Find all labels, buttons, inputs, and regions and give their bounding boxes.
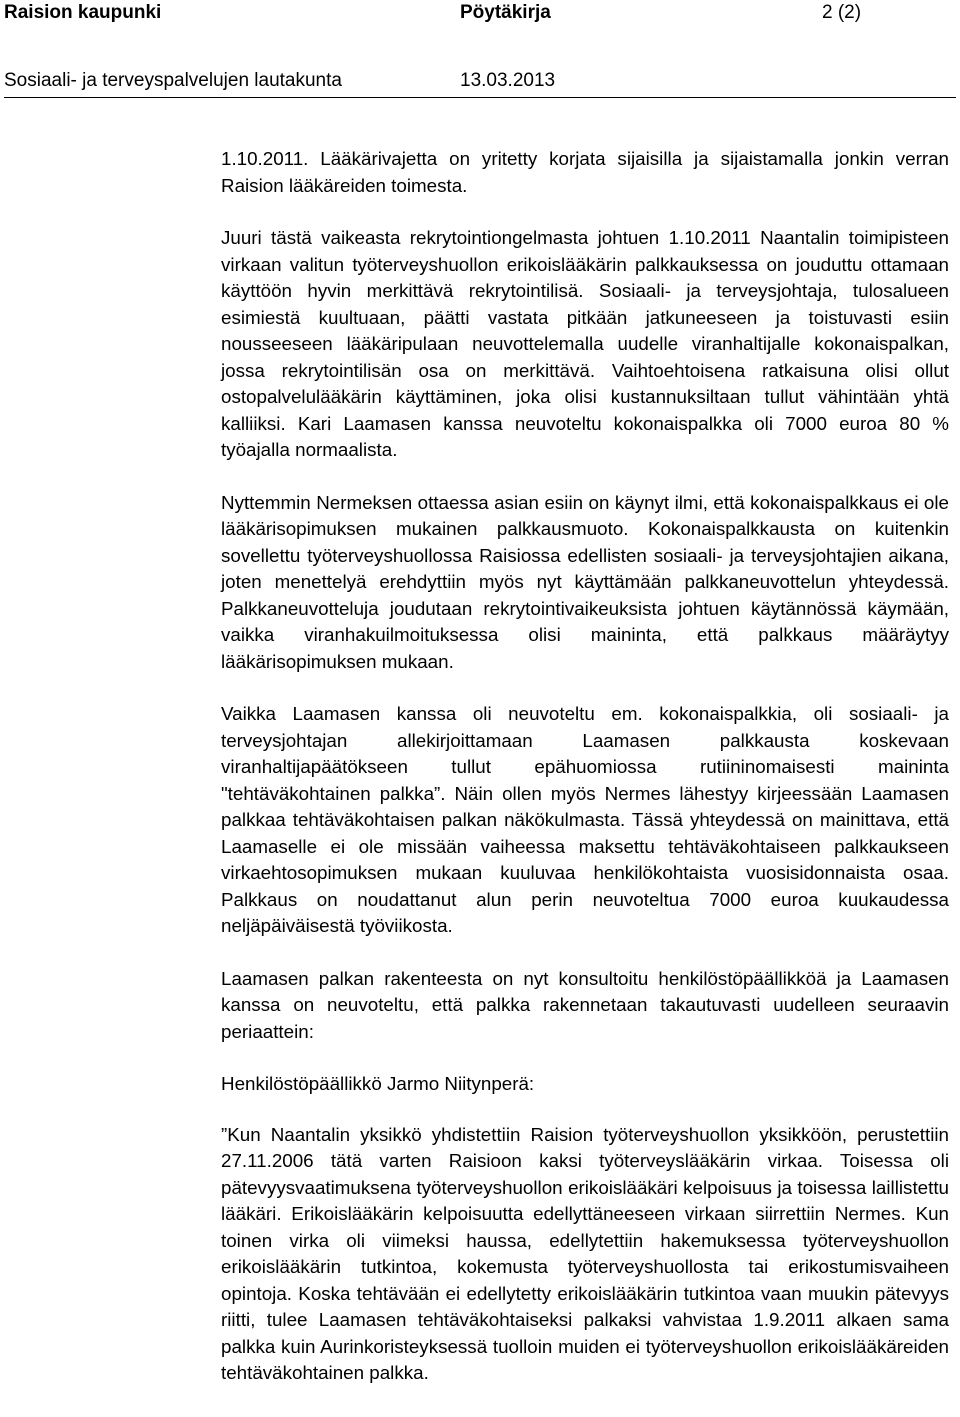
organization-name: Raision kaupunki: [4, 2, 162, 23]
document-body: [221, 146, 949, 1413]
body-paragraph: Henkilöstöpäällikkö Jarmo Niitynperä:: [221, 1073, 535, 1094]
body-paragraph: Nyttemmin Nermeksen ottaessa asian esiin on käynyt ilmi, että kokonaispalkkaus ei ole lääkärisopimuksen mukainen palkkausmuoto. Kokonaispalkkausta on kuitenkin sovellettu työterveyshuollossa Raisiossa edellisten sosiaali- ja terveysjohtajien aikana, joten menettelyä erehdyttiin myös nyt käyttämään palkkaneuvottelun yhteydessä. Palkkaneuvotteluja joudutaan rekrytointivaikeuksista johtuen käytännössä käymään, vaikka viranhakuilmoituksessa olisi maininta, että palkkaus määräytyy lääkärisopimuksen mukaan.: [221, 491, 949, 672]
page-number: 2 (2): [822, 2, 862, 23]
meeting-date: 13.03.2013: [460, 70, 556, 91]
header-divider: [4, 97, 956, 98]
document-header: [0, 0, 960, 100]
quoted-statement: ”Kun Naantalin yksikkö yhdistettiin Raision työterveyshuollon yksikköön, perustettiin 27.11.2006 tätä varten Raisioon kaksi työterveyslääkärin virkaa. Toisessa oli pätevyysvaatimuksena työterveyshuollon erikoislääkäri kelpoisuus ja toisessa laillistettu lääkäri. Erikoislääkärin kelpoisuutta edellyttäneeseen virkaan siirrettiin Nermes. Kun toinen virka oli viimeksi haussa, edellytettiin hakemuksessa työterveyshuollon erikoislääkärin tutkintoa, kokemusta työterveyshuollosta tai erikostumisvaiheen opintoja. Koska tehtävään ei edellytetty erikoislääkärin tutkintoa vaan muukin pätevyys riitti, tulee Laamasen tehtäväkohtaiseksi palkaksi vahvistaa 1.9.2011 alkaen sama palkka kuin Aurinkoristeyksessä tuolloin muiden ei työterveyshuollon erikoislääkäreiden tehtäväkohtainen palkka.: [221, 1123, 949, 1383]
board-name: Sosiaali- ja terveyspalvelujen lautakunta: [4, 70, 342, 91]
body-paragraph: 1.10.2011. Lääkärivajetta on yritetty korjata sijaisilla ja sijaistamalla jonkin verran Raision lääkäreiden toimesta.: [221, 148, 949, 196]
body-paragraph: Juuri tästä vaikeasta rekrytointiongelmasta johtuen 1.10.2011 Naantalin toimipisteen virkaan valitun työterveyshuollon erikoislääkärin palkkauksessa on jouduttu ottamaan käyttöön hyvin merkittävä rekrytointilisä. Sosiaali- ja terveysjohtaja, tulosalueen esimiestä kuultuaan, päätti vastata pitkään jatkuneeseen ja toistuvasti esiin nousseeseen lääkäripulaan neuvottelemalla uudelle viranhaltijalle kokonaispalkan, jossa rekrytointilisän osa on merkittävä. Vaihtoehtoisena ratkaisuna olisi ollut ostopalvelulääkärin käyttäminen, joka olisi kustannuksiltaan tullut vähintään yhtä kalliiksi. Kari Laamasen kanssa neuvoteltu kokonaispalkka oli 7000 euroa 80 % työajalla normaalista.: [221, 227, 949, 460]
body-paragraph: Vaikka Laamasen kanssa oli neuvoteltu em. kokonaispalkkia, oli sosiaali- ja terveysjohtajan allekirjoittamaan Laamasen palkkausta koskevaan viranhaltijapäätökseen tullut epähuomiossa rutiininomaisesti maininta "tehtäväkohtainen palkka”. Näin ollen myös Nermes lähestyy kirjeessään Laamasen palkkaa tehtäväkohtaisen palkan näkökulmasta. Tässä yhteydessä on mainittava, että Laamaselle ei ole missään vaiheessa maksettu tehtäväkohtaiseen palkkaukseen virkaehtosopimuksen mukaan kuuluvaa henkilökohtaista vuosisidonnaista osaa. Palkkaus on noudattanut alun perin neuvoteltua 7000 euroa kuukaudessa neljäpäiväisestä työviikosta.: [221, 703, 949, 936]
body-paragraph: Laamasen palkan rakenteesta on nyt konsultoitu henkilöstöpäällikköä ja Laamasen kanssa on neuvoteltu, että palkka rakennetaan takautuvasti uudelleen seuraavin periaattein:: [221, 967, 949, 1042]
document-type: Pöytäkirja: [460, 2, 551, 23]
